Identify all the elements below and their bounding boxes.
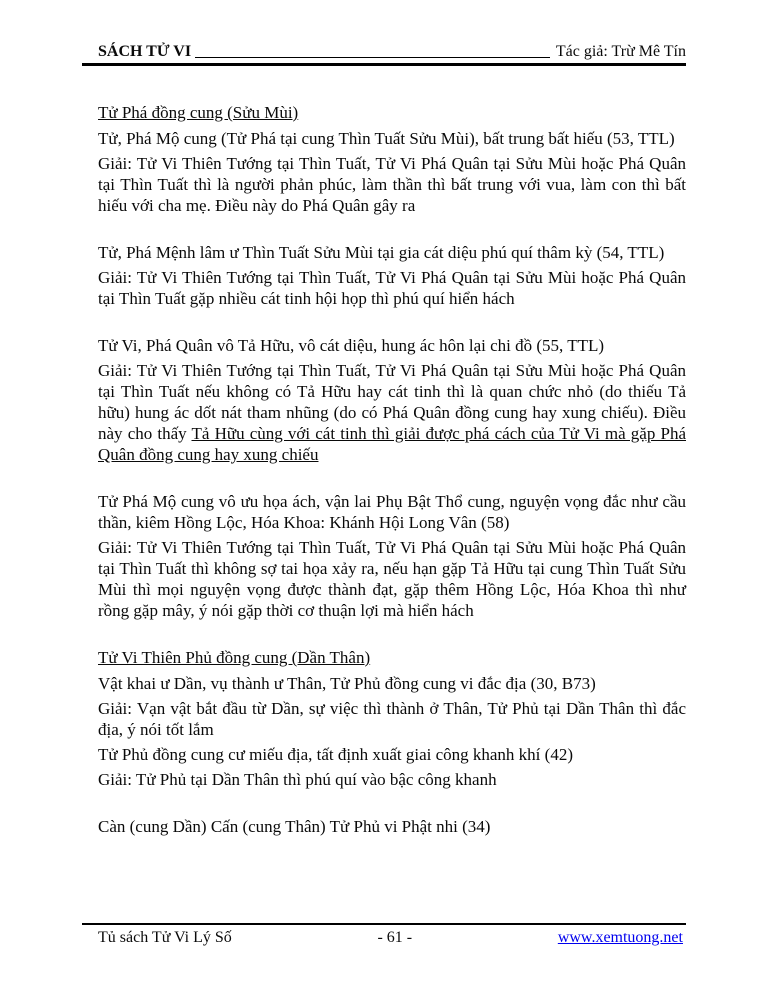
paragraph: Giải: Tử Vi Thiên Tướng tại Thìn Tuất, Tử Vi Phá Quân tại Sửu Mùi hoặc Phá Quân tại Thìn Tuất thì là người phản phúc, làm thần thì bất trung với vua, làm con thì bất hiếu với cha mẹ. Điều này do Phá Quân gây ra [98,154,686,215]
page-footer [82,923,686,947]
paragraph: Tử, Phá Mệnh lâm ư Thìn Tuất Sửu Mùi tại gia cát diệu phú quí thâm kỳ (54, TTL) [98,243,665,262]
page-header [82,42,686,66]
paragraph: Tử Phá Mộ cung vô ưu họa ách, vận lai Phụ Bật Thổ cung, nguyện vọng đắc như cầu thần, kiêm Hồng Lộc, Hóa Khoa: Khánh Hội Long Vân (58) [98,492,686,532]
page-body [98,102,686,837]
header-rule-thick [82,63,686,66]
paragraph: Giải: Tử Phủ tại Dần Thân thì phú quí vào bậc công khanh [98,770,497,789]
paragraph-underlined-text: Tả Hữu cùng với cát tinh thì giải được phá cách của Tử Vi mà gặp Phá Quân đồng cung hay xung chiếu [98,424,686,464]
header-author: Tác giả: Trừ Mê Tín [555,43,686,60]
section-can-can [98,816,686,837]
paragraph: Tử Phủ đồng cung cư miếu địa, tất định xuất giai công khanh khí (42) [98,745,573,764]
section-heading: Tử Phá đồng cung (Sửu Mùi) [98,103,299,122]
header-book-title: SÁCH TỬ VI [98,43,192,60]
paragraph: Giải: Vạn vật bắt đầu từ Dần, sự việc thì thành ở Thân, Tử Phủ tại Dần Thân thì đắc địa, ý nói tốt lắm [98,699,686,739]
section-tu-vi-thien-phu [98,647,686,790]
section-tu-pha-menh [98,242,686,309]
section-tu-vi-pha-quan [98,335,686,465]
paragraph: Tử Vi, Phá Quân vô Tả Hữu, vô cát diệu, hung ác hôn lại chi đồ (55, TTL) [98,336,605,355]
paragraph: Giải: Tử Vi Thiên Tướng tại Thìn Tuất, Tử Vi Phá Quân tại Sửu Mùi hoặc Phá Quân tại Thìn Tuất thì không sợ tai họa xảy ra, nếu hạn gặp Tả Hữu tại cung Thìn Tuất Sửu Mùi thì mọi nguyện vọng được thành đạt, gặp thêm Hồng Lộc, Hóa Khoa thì như rồng gặp mây, ý nói gặp thời cơ thuận lợi mà hiển hách [98,538,686,620]
paragraph [98,360,686,465]
footer-website-link[interactable]: www.xemtuong.net [557,929,683,946]
header-rule-thin [195,57,550,58]
footer-page-number: - 61 - [377,929,413,946]
paragraph: Càn (cung Dần) Cấn (cung Thân) Tử Phủ vi Phật nhi (34) [98,817,491,836]
paragraph: Tử, Phá Mộ cung (Tử Phá tại cung Thìn Tuất Sửu Mùi), bất trung bất hiếu (53, TTL) [98,129,675,148]
paragraph: Giải: Tử Vi Thiên Tướng tại Thìn Tuất, Tử Vi Phá Quân tại Sửu Mùi hoặc Phá Quân tại Thìn Tuất gặp nhiều cát tinh hội họp thì phú quí hiển hách [98,268,686,308]
footer-row [82,925,686,947]
paragraph-text: Giải: Tử Vi Thiên Tướng tại Thìn Tuất, Tử Vi Phá Quân tại Sửu Mùi hoặc Phá Quân tại Thìn Tuất nếu không có Tả Hữu hay cát tinh thì là quan chức nhỏ (do thiếu Tả hữu) hung ác dốt nát tham nhũng (do có Phá Quân đồng cung hay xung chiếu). Điều này cho thấy [98,361,686,443]
section-heading: Tử Vi Thiên Phủ đồng cung (Dần Thân) [98,648,371,667]
section-tu-pha-dong-cung [98,102,686,216]
section-tu-pha-mo-cung [98,491,686,621]
footer-series-title: Tủ sách Tử Vi Lý Số [98,929,232,946]
paragraph: Vật khai ư Dần, vụ thành ư Thân, Tử Phủ đồng cung vi đắc địa (30, B73) [98,674,596,693]
header-row [82,42,686,61]
